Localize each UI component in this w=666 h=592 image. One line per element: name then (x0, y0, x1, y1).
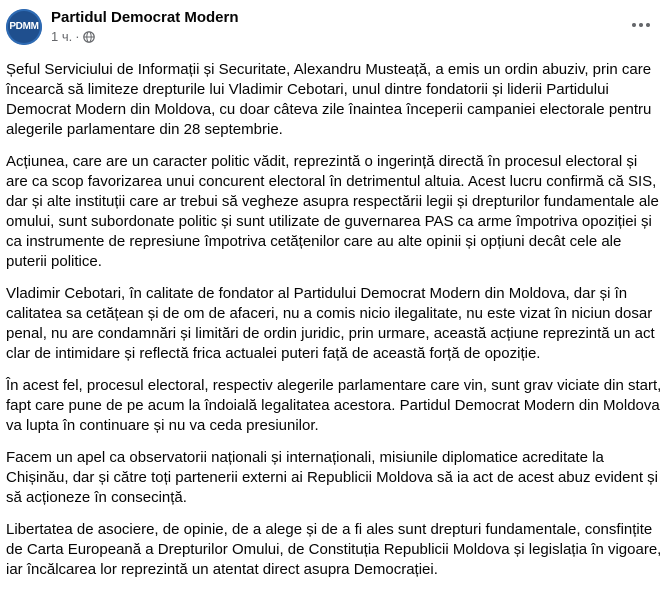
post-body (6, 60, 662, 592)
avatar-logo-text: PDMM (9, 21, 39, 32)
page-avatar[interactable] (6, 9, 42, 45)
post-paragraph: Facem un apel ca observatorii naționali și internaționali, misiunile diplomatice acreditate la Chișinău, dar și către toți partenerii externi ai Republicii Moldova să ia act de acest abuz evident și să acționeze în consecință. (6, 449, 659, 506)
post-meta (51, 8, 239, 45)
post-paragraph: Vladimir Cebotari, în calitate de fondator al Partidului Democrat Modern din Moldova, dar și în calitatea sa cetățean și de om de afaceri, nu a comis nicio ilegalitate, nu este vizat în niciun dosar penal, nu are condamnări și limitări de ordin juridic, prin urmare, această acțiune reprezintă un act clar de intimidare și reflectă frica actualei puteri față de această forță de opoziție. (6, 285, 655, 362)
post-timestamp[interactable]: 1 ч. (51, 29, 73, 44)
page-name-link[interactable]: Partidul Democrat Modern (51, 9, 239, 26)
post-paragraph: Șeful Serviciului de Informații și Securitate, Alexandru Musteață, a emis un ordin abuziv, prin care încearcă să limiteze drepturile lui Vladimir Cebotari, unul dintre fondatorii și liderii Partidului Democrat Modern din Moldova, cu doar câteva zile înaintea începerii campaniei electorale pentru alegerile parlamentare din 28 septembrie. (6, 61, 652, 138)
separator-dot: · (75, 29, 80, 44)
more-horizontal-icon (631, 11, 651, 34)
post-paragraph: În acest fel, procesul electoral, respectiv alegerile parlamentare care vin, sunt grav viciate din start, fapt care pune de pe acum la îndoială legalitatea acestora. Partidul Democrat Modern din Moldova va lupta în continuare și nu va ceda presiunilor. (6, 377, 662, 434)
globe-icon[interactable] (83, 31, 95, 43)
post-paragraph: Acțiunea, care are un caracter politic vădit, reprezintă o ingerință directă în procesul electoral și are ca scop favorizarea unui concurent electoral în detrimentul altuia. Acest lucru confirmă că SIS, dar și alte instituții care ar trebui să vegheze asupra respectării legii și drepturilor fundamentale ale omului, sunt subordonate politic și sunt utilizate de guvernarea PAS ca arme împotriva opoziției și ca instrumente de represiune împotriva cetățenilor care au alte opinii și opțiuni decât cele ale puterii politice. (6, 153, 659, 270)
post-header (6, 8, 239, 45)
more-options-button[interactable] (626, 12, 656, 32)
post-paragraph: Libertatea de asociere, de opinie, de a alege și de a fi ales sunt drepturi fundamentale, consfințite de Carta Europeană a Drepturilor Omului, de Constituția Republicii Moldova și legislația în vigoare, iar încălcarea lor reprezintă un atentat direct asupra Democrației. (6, 521, 662, 578)
post-subline (51, 29, 239, 45)
